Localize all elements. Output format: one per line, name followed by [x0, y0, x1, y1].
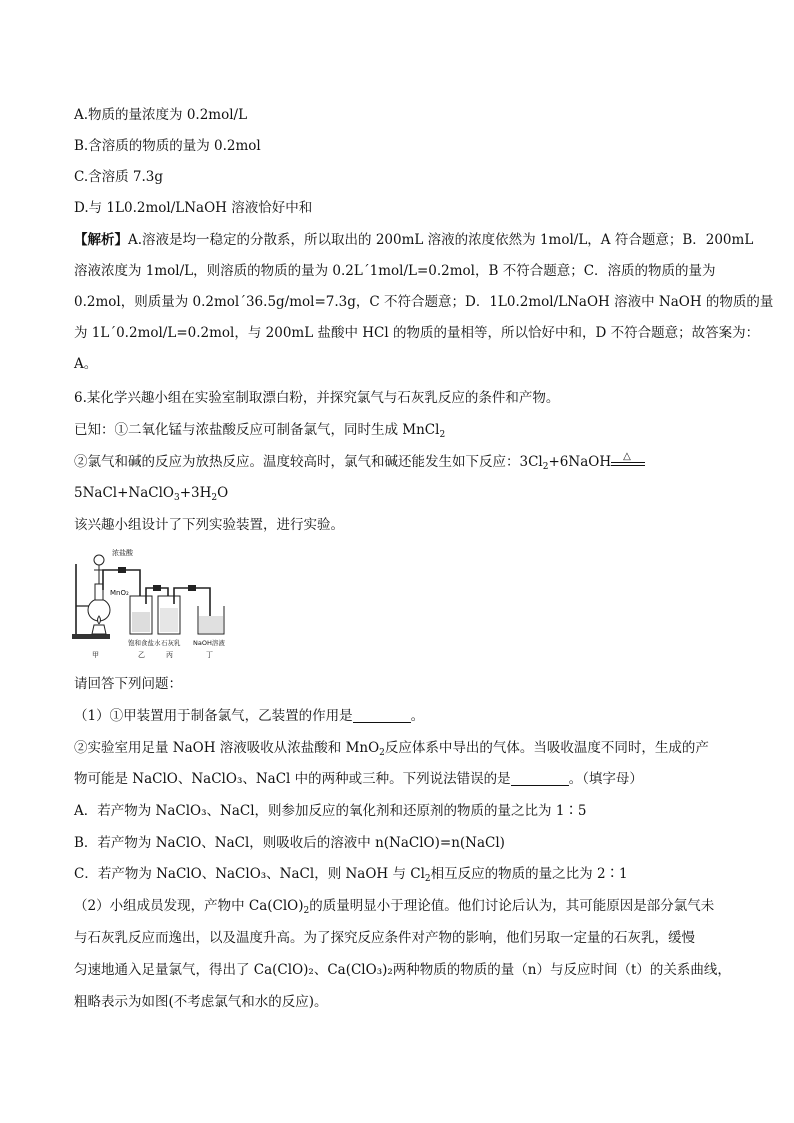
tube-joint-1	[118, 567, 126, 573]
naoh-liquid	[199, 616, 223, 633]
heat-symbol: △	[623, 451, 631, 462]
eq-part-1: 5NaCl+NaClO	[74, 485, 174, 501]
q6-equation-products	[74, 484, 228, 507]
option-b: B.含溶质的物质的量为 0.2mol	[74, 138, 261, 154]
q6-known-2	[74, 453, 645, 476]
part1-q2-line-2	[74, 770, 643, 788]
known-1-text: 已知：①二氧化锰与浓盐酸反应可制备氯气，同时生成 MnCl	[74, 422, 440, 438]
analysis-text-1: A.溶液是均一稳定的分散系，所以取出的 200mL 溶液的浓度依然为 1mol/L，A 符合题意；B．200mL	[128, 232, 754, 248]
choice-c-pre: C．若产物为 NaClO、NaClO₃、NaCl，则 NaOH 与 Cl	[74, 866, 425, 882]
part2-line-4: 粗略表示为如图(不考虑氯气和水的反应)。	[74, 994, 328, 1010]
analysis-line-5: A。	[74, 356, 98, 372]
known-2-post: +6NaOH	[548, 454, 612, 470]
choice-b: B．若产物为 NaClO、NaCl，则吸收后的溶液中 n(NaClO)=n(NaCl)	[74, 835, 505, 851]
choice-c-sub: 2	[424, 874, 431, 884]
part1-q2-line-1	[74, 739, 709, 762]
option-d: D.与 1L0.2mol/LNaOH 溶液恰好中和	[74, 200, 313, 216]
part2-l1-sub: 2	[303, 906, 310, 916]
analysis-line-3: 0.2mol，则质量为 0.2mol´36.5g/mol=7.3g，C 不符合题意；D．1L0.2mol/LNaOH 溶液中 NaOH 的物质的量	[74, 294, 774, 310]
part1-q1-end: 。	[410, 708, 425, 724]
label-bing: 丙	[166, 651, 173, 659]
q6-design: 该兴趣小组设计了下列实验装置，进行实验。	[74, 517, 344, 533]
heat-equals-sign	[611, 451, 645, 468]
answer-blank-2[interactable]	[511, 771, 569, 786]
alcohol-lamp	[92, 625, 106, 634]
label-saltwater: 饱和食盐水	[128, 639, 161, 647]
option-a: A.物质的量浓度为 0.2mol/L	[74, 107, 248, 123]
known-2-sub: 2	[542, 462, 549, 472]
label-mno2: MnO₂	[110, 589, 129, 597]
part1-q2-sub: 2	[379, 748, 385, 758]
saltwater-liquid	[132, 612, 150, 632]
eq-sub-2: 2	[211, 493, 218, 503]
part1-q2-text: 物可能是 NaClO、NaClO₃、NaCl 中的两种或三种。下列说法错误的是	[74, 771, 511, 787]
choice-c	[74, 865, 628, 888]
known-2-text: ②氯气和碱的反应为放热反应。温度较高时，氯气和碱还能发生如下反应：3Cl	[74, 454, 543, 470]
label-acid: 浓盐酸	[112, 549, 133, 557]
label-ding: 丁	[206, 651, 213, 659]
part1-q1	[74, 707, 424, 725]
known-1-sub: 2	[439, 430, 446, 440]
lime-liquid	[160, 608, 178, 632]
analysis-label: 【解析】	[74, 232, 128, 248]
experiment-apparatus-diagram	[72, 546, 240, 664]
option-c: C.含溶质 7.3g	[74, 169, 164, 185]
part1-q2-pre: ②实验室用足量 NaOH 溶液吸收从浓盐酸和 MnO	[74, 740, 380, 756]
eq-part-2: +3H	[179, 485, 212, 501]
tube-joint-2	[153, 585, 161, 591]
flask-neck	[95, 584, 103, 600]
choice-c-post: 相互反应的物质的量之比为 2∶1	[430, 866, 628, 882]
q6-intro: 6.某化学兴趣小组在实验室制取漂白粉，并探究氯气与石灰乳反应的条件和产物。	[74, 390, 560, 406]
part2-line-1	[74, 897, 714, 920]
label-naoh: NaOH溶液	[193, 639, 225, 647]
part2-line-2: 与石灰乳反应而逸出，以及温度升高。为了探究反应条件对产物的影响，他们另取一定量的石灰乳，缓慢	[74, 930, 695, 946]
part2-line-3: 匀速地通入足量氯气，得出了 Ca(ClO)₂、Ca(ClO₃)₂两种物质的物质的量（n）与反应时间（t）的关系曲线，	[74, 962, 731, 978]
answer-blank-1[interactable]	[353, 708, 411, 723]
flame	[98, 616, 101, 624]
separatory-funnel	[94, 555, 104, 565]
part2-l1-pre: （2）小组成员发现，产物中 Ca(ClO)	[74, 898, 304, 914]
choice-a: A．若产物为 NaClO₃、NaCl，则参加反应的氧化剂和还原剂的物质的量之比为 1∶5	[74, 803, 587, 819]
label-yi: 乙	[138, 651, 145, 659]
tube-joint-3	[188, 585, 196, 591]
eq-part-3: O	[217, 485, 229, 501]
answer-prompt: 请回答下列问题：	[74, 676, 182, 692]
part1-q2-post: 反应体系中导出的气体。当吸收温度不同时，生成的产	[384, 740, 709, 756]
label-lime: 石灰乳	[161, 639, 181, 647]
part1-q2-end: 。（填字母）	[568, 771, 643, 787]
iron-stand-base	[72, 634, 110, 639]
part1-q1-text: （1）①甲装置用于制备氯气，乙装置的作用是	[74, 708, 353, 724]
analysis-line-1	[74, 231, 753, 249]
eq-sub-1: 3	[173, 493, 180, 503]
q6-known-1	[74, 421, 445, 444]
analysis-line-4: 为 1L´0.2mol/L=0.2mol，与 200mL 盐酸中 HCl 的物质的量相等，所以恰好中和，D 不符合题意；故答案为：	[74, 325, 760, 341]
analysis-line-2: 溶液浓度为 1mol/L，则溶质的物质的量为 0.2L´1mol/L=0.2mol，B 不符合题意；C．溶质的物质的量为	[74, 263, 716, 279]
label-jia: 甲	[92, 651, 99, 659]
part2-l1-post: 的质量明显小于理论值。他们讨论后认为，其可能原因是部分氯气未	[309, 898, 715, 914]
